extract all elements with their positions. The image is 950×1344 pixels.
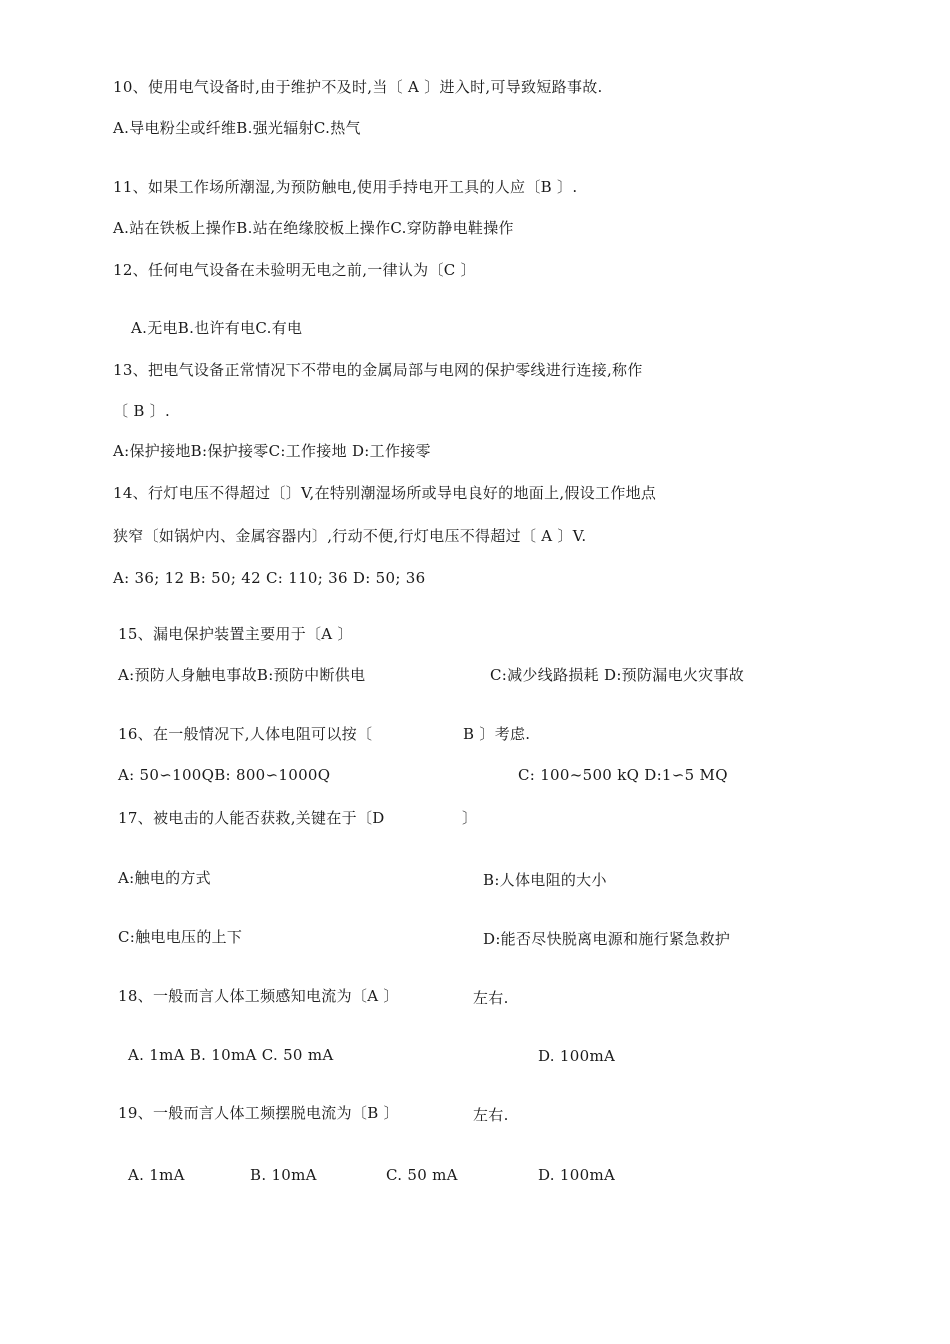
question-19-option-b: B. 10mA (250, 1166, 317, 1184)
question-17-option-d: D:能否尽快脱离电源和施行紧急救护 (483, 930, 731, 948)
question-19-option-a: A. 1mA (128, 1166, 185, 1184)
question-11-options: A.站在铁板上操作B.站在绝缘胶板上操作C.穿防静电鞋操作 (113, 219, 514, 237)
question-13-stem-line2: 〔 B 〕. (113, 402, 171, 420)
question-16-stem-b: B 〕考虑. (463, 725, 531, 743)
question-18-stem-b: 左右. (473, 989, 509, 1007)
question-12-stem: 12、任何电气设备在未验明无电之前,一律认为〔C 〕 (113, 261, 476, 279)
question-17-stem-a: 17、被电击的人能否获救,关键在于〔D (118, 809, 385, 827)
question-17-option-a: A:触电的方式 (118, 869, 211, 887)
question-19-option-d: D. 100mA (538, 1166, 616, 1184)
question-15-options-cd: C:减少线路损耗 D:预防漏电火灾事故 (490, 666, 745, 684)
question-14-stem-line2: 狭窄〔如锅炉内、金属容器内〕,行动不便,行灯电压不得超过〔 A 〕V. (113, 527, 587, 545)
question-14-stem-line1: 14、行灯电压不得超过〔〕V,在特别潮湿场所或导电良好的地面上,假设工作地点 (113, 484, 657, 502)
question-11-stem: 11、如果工作场所潮湿,为预防触电,使用手持电开工具的人应〔B 〕. (113, 178, 578, 196)
question-10-options: A.导电粉尘或纤维B.强光辐射C.热气 (113, 119, 361, 137)
question-17-option-c: C:触电电压的上下 (118, 928, 243, 946)
question-18-options-abc: A. 1mA B. 10mA C. 50 mA (128, 1046, 334, 1064)
question-19-stem-b: 左右. (473, 1106, 509, 1124)
question-17-option-b: B:人体电阻的大小 (483, 871, 607, 889)
question-14-options: A: 36; 12 B: 50; 42 C: 110; 36 D: 50; 36 (113, 569, 426, 587)
question-12-options: A.无电B.也许有电C.有电 (131, 319, 303, 337)
question-16-stem-a: 16、在一般情况下,人体电阻可以按〔 (118, 725, 373, 743)
question-17-stem-b: 〕 (462, 809, 478, 827)
question-18-option-d: D. 100mA (538, 1047, 616, 1065)
question-19-stem-a: 19、一般而言人体工频摆脱电流为〔B 〕 (118, 1104, 399, 1122)
question-19-option-c: C. 50 mA (386, 1166, 458, 1184)
question-10-stem: 10、使用电气设备时,由于维护不及时,当〔 A 〕进入时,可导致短路事故. (113, 78, 603, 96)
question-16-options-ab: A: 50∽100QB: 800∽1000Q (118, 766, 331, 784)
question-16-options-cd: C: 100~500 kQ D:1∽5 MQ (518, 766, 728, 784)
question-13-stem-line1: 13、把电气设备正常情况下不带电的金属局部与电网的保护零线进行连接,称作 (113, 361, 643, 379)
question-15-stem: 15、漏电保护装置主要用于〔A 〕 (118, 625, 353, 643)
question-15-options-ab: A:预防人身触电事故B:预防中断供电 (118, 666, 366, 684)
question-18-stem-a: 18、一般而言人体工频感知电流为〔A 〕 (118, 987, 399, 1005)
question-13-options: A:保护接地B:保护接零C:工作接地 D:工作接零 (113, 442, 431, 460)
